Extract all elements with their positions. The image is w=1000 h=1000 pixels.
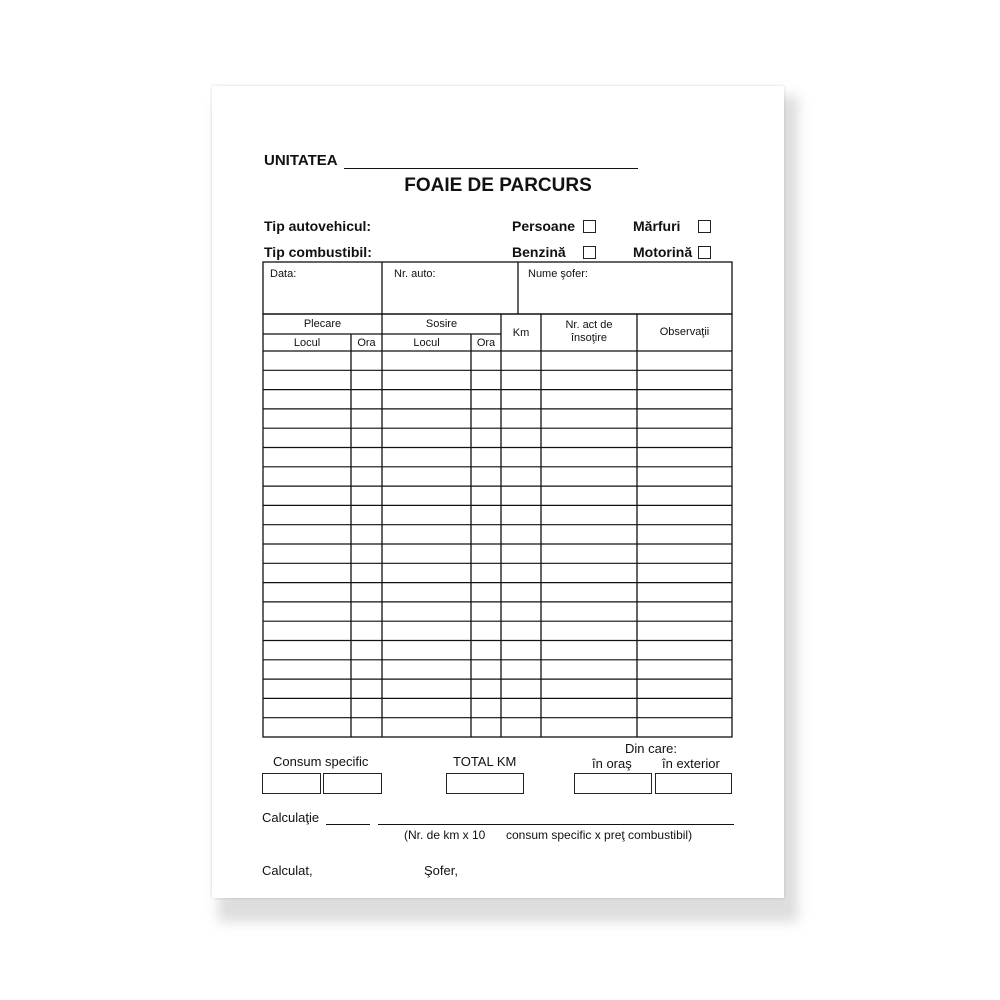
arrival-header: Sosire xyxy=(425,318,458,330)
calculated-by-label: Calculat, xyxy=(262,863,313,878)
km-header: Km xyxy=(512,327,530,339)
arrival-place-header: Locul xyxy=(413,337,440,349)
total-km-field[interactable] xyxy=(446,773,524,794)
specific-consumption-label: Consum specific xyxy=(273,754,369,769)
departure-place-header: Locul xyxy=(293,337,321,349)
consumption-field-1[interactable] xyxy=(262,773,321,794)
persons-option-label: Persoane xyxy=(512,218,576,234)
form-sheet xyxy=(212,86,784,898)
calculation-label: Calculaţie xyxy=(262,810,320,825)
diesel-option-label: Motorină xyxy=(633,244,693,260)
arrival-hour-header: Ora xyxy=(476,337,496,349)
outside-label: în exterior xyxy=(662,756,720,771)
of-which-label: Din care: xyxy=(625,741,678,756)
form-title: FOAIE DE PARCURS xyxy=(404,175,592,196)
calculation-short-line[interactable] xyxy=(326,824,370,825)
departure-header: Plecare xyxy=(303,318,342,330)
notes-header: Observaţii xyxy=(659,326,710,338)
unit-label: UNITATEA xyxy=(264,152,338,169)
document-header xyxy=(541,319,637,345)
calculation-long-line[interactable] xyxy=(378,824,734,825)
driver-signature-label: Şofer, xyxy=(424,863,458,878)
outside-field[interactable] xyxy=(655,773,732,794)
formula-km-text: (Nr. de km x 10 xyxy=(404,828,486,842)
formula-consumption-text: consum specific x preţ combustibil) xyxy=(506,828,693,842)
in-city-label: în oraş xyxy=(592,756,632,771)
consumption-field-2[interactable] xyxy=(323,773,382,794)
departure-hour-header: Ora xyxy=(357,337,376,349)
driver-name-label: Nume şofer: xyxy=(528,268,588,280)
vehicle-type-label: Tip autovehicul: xyxy=(264,218,372,234)
goods-option-label: Mărfuri xyxy=(633,218,681,234)
document-header-line2: însoţire xyxy=(570,332,608,344)
document-header-line1: Nr. act de xyxy=(565,319,613,331)
fuel-type-label: Tip combustibil: xyxy=(264,244,372,260)
in-city-field[interactable] xyxy=(574,773,652,794)
date-label: Data: xyxy=(270,268,297,280)
plate-label: Nr. auto: xyxy=(394,268,436,280)
petrol-option-label: Benzină xyxy=(512,244,566,260)
total-km-label: TOTAL KM xyxy=(453,754,517,769)
